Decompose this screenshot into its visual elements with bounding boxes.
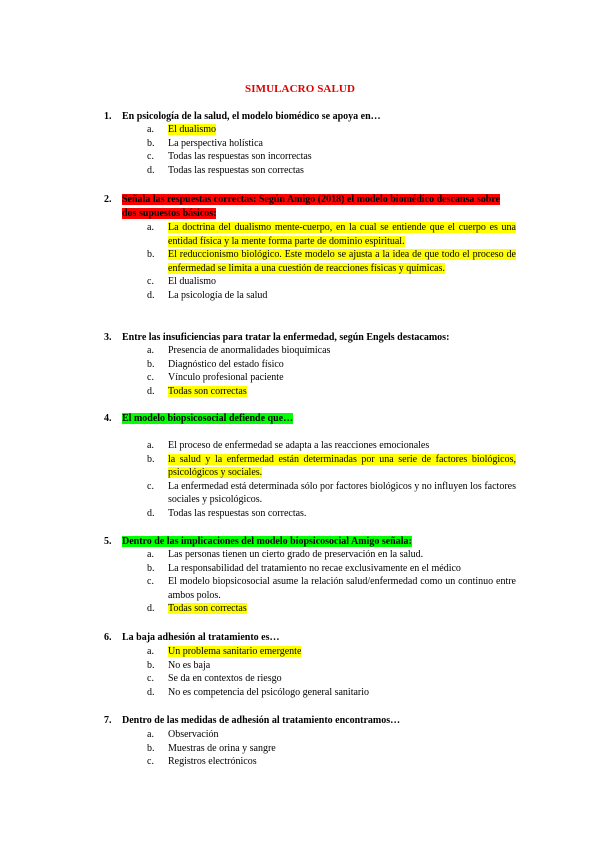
options-7 (147, 728, 516, 769)
option-1c: c. Todas las respuestas son incorrectas (147, 151, 312, 162)
option-6b: b. No es baja (147, 659, 211, 671)
question-number: 2. (104, 194, 112, 205)
option-3d: d. Todas son correctas (147, 385, 247, 397)
question-text: En psicología de la salud, el modelo biomédico se apoya en… (122, 111, 381, 122)
option-7a: a. Observación (147, 729, 219, 740)
option-6a: a. Un problema sanitario emergente (147, 646, 302, 657)
question-text: Dentro de las medidas de adhesión al tratamiento encontramos… (122, 715, 401, 726)
highlighted-answer: Un problema sanitario emergente (168, 646, 302, 657)
page-title: SIMULACRO SALUD (245, 83, 355, 95)
highlighted-answer: Todas son correctas (168, 603, 247, 614)
question-text: Dentro de las implicaciones del modelo biopsicosocial Amigo señala: (122, 536, 412, 547)
option-2c: c. El dualismo (147, 276, 217, 287)
option-4b: b. la salud y la enfermedad están determinadas por una serie de factores biológicos, psicológicos y sociales. (147, 453, 516, 478)
option-4d: d. Todas las respuestas son correctas. (147, 507, 307, 519)
highlighted-answer: El reduccionismo biológico. Este modelo se ajusta a la idea de que todo el proceso de enfermedad se limita a una cuestión de reacciones físicas y químicas. (168, 249, 516, 274)
options-3 (147, 344, 516, 398)
option-3a: a. Presencia de anormalidades bioquímicas (147, 345, 331, 356)
question-number: 7. (104, 715, 112, 726)
option-1a: a. El dualismo (147, 124, 217, 135)
option-3c: c. Vínculo profesional paciente (147, 372, 284, 383)
question-number: 4. (104, 413, 112, 424)
highlighted-answer: El dualismo (168, 124, 217, 135)
highlighted-answer: la salud y la enfermedad están determinadas por una serie de factores biológicos, psicológicos y sociales. (168, 453, 516, 478)
question-text: El modelo biopsicosocial defiende que… (122, 413, 294, 424)
option-7b: b. Muestras de orina y sangre (147, 742, 276, 754)
question-number: 5. (104, 536, 112, 547)
option-2b: b. El reduccionismo biológico. Este modelo se ajusta a la idea de que todo el proceso de enfermedad se limita a una cuestión de reacciones físicas y químicas. (147, 249, 516, 274)
option-2a: a. La doctrina del dualismo mente-cuerpo, en la cual se entiende que el cuerpo es una entidad física y la mente forma parte de dominio espiritual. (147, 222, 516, 247)
option-6c: c. Se da en contextos de riesgo (147, 673, 282, 684)
option-5c: c. El modelo biopsicosocial asume la relación salud/enfermedad como un continuo entre ambos polos. (147, 576, 516, 601)
option-5d: d. Todas son correctas (147, 603, 247, 614)
option-5b: b. La responsabilidad del tratamiento no recae exclusivamente en el médico (147, 562, 461, 574)
options-6 (147, 645, 516, 699)
option-3b: b. Diagnóstico del estado físico (147, 358, 284, 370)
options-1 (147, 123, 516, 177)
options-4 (147, 439, 516, 520)
question-number: 1. (104, 111, 112, 122)
options-5 (147, 548, 516, 616)
option-4a: a. El proceso de enfermedad se adapta a las reacciones emocionales (147, 440, 430, 451)
question-text: Señala las respuestas correctas: Según Amigo (2018) el modelo biomédico descansa sobre dos supuestos básicos: (122, 194, 501, 219)
highlighted-answer: La doctrina del dualismo mente-cuerpo, en la cual se entiende que el cuerpo es una entidad física y la mente forma parte de dominio espiritual. (168, 222, 516, 247)
highlighted-answer: Todas son correctas (168, 385, 247, 397)
question-number: 3. (104, 332, 112, 343)
option-2d: d. La psicología de la salud (147, 289, 268, 301)
question-number: 6. (104, 632, 112, 643)
option-1d: d. Todas las respuestas son correctas (147, 164, 304, 176)
option-1b: b. La perspectiva holística (147, 137, 263, 149)
option-6d: d. No es competencia del psicólogo general sanitario (147, 686, 370, 698)
option-7c: c. Registros electrónicos (147, 756, 257, 767)
options-2 (147, 221, 516, 302)
option-4c: c. La enfermedad está determinada sólo por factores biológicos y no influyen los factores sociales y psicológicos. (147, 480, 516, 505)
question-text: Entre las insuficiencias para tratar la enfermedad, según Engels destacamos: (122, 332, 450, 343)
option-5a: a. Las personas tienen un cierto grado de preservación en la salud. (147, 549, 424, 560)
question-text: La baja adhesión al tratamiento es… (122, 632, 280, 643)
question-2 (104, 193, 516, 220)
